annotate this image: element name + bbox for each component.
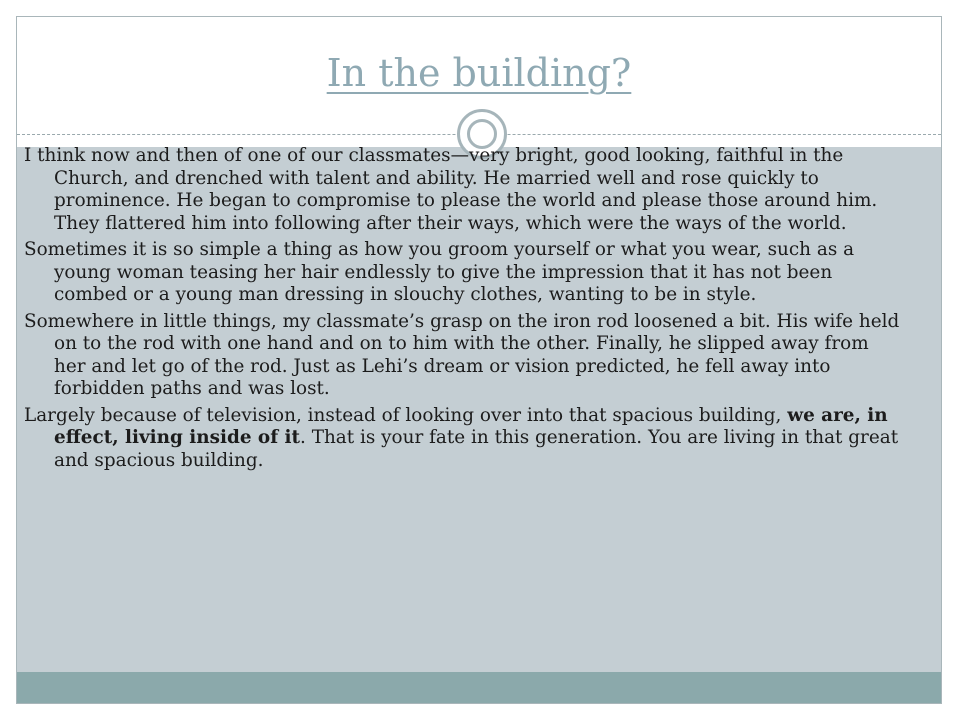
paragraph-4-start: Largely because of television, instead of looking over into that spacious building, bbox=[24, 404, 788, 426]
paragraph-4 bbox=[24, 405, 904, 473]
paragraph-2: Sometimes it is so simple a thing as how you groom yourself or what you wear, such as a young woman teasing her hair endlessly to give the impression that it has not been combed or a young man dressing in slouchy clothes, wanting to be in style. bbox=[24, 239, 855, 305]
paragraph-1: I think now and then of one of our classmates—very bright, good looking, faithful in the Church, and drenched with talent and ability. He married well and rose quickly to prominence. He began to compromise to please the world and please those around him. They flattered him into following after their ways, which were the ways of the world. bbox=[24, 145, 878, 234]
paragraph-3: Somewhere in little things, my classmate’s grasp on the iron rod loosened a bit. His wife held on to the rod with one hand and on to him with the other. Finally, he slipped away from her and let go of the rod. Just as Lehi’s dream or vision predicted, he fell away into forbidden paths and was lost. bbox=[24, 310, 900, 399]
body-text bbox=[24, 145, 904, 476]
footer-bar bbox=[17, 672, 941, 704]
paragraph-4-emphasis: we are, in effect, living inside of it bbox=[54, 404, 888, 448]
paragraph-4-end: . That is your fate in this generation. You are living in that great and spacious building. bbox=[54, 427, 899, 471]
slide-title: In the building? bbox=[326, 51, 632, 95]
